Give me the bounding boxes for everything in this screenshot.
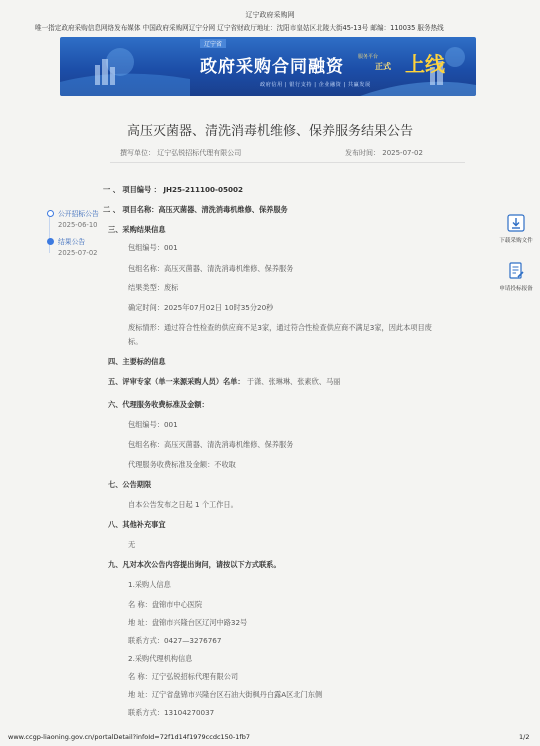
project-number: 一 、 项目编号 ： JH25-211100-05002 [103, 185, 243, 194]
result-package-name: 包组名称：高压灭菌器、清洗消毒机维修、保养服务 [128, 264, 294, 273]
project-name: 二 、 项目名称：高压灭菌器、清洗消毒机维修、保养服务 [103, 205, 288, 214]
publisher-meta [120, 148, 241, 158]
result-type: 结果类型：废标 [128, 283, 179, 292]
timeline-label: 公开招标公告 [58, 210, 99, 218]
site-name: 辽宁政府采购网 [245, 11, 295, 19]
agency-address: 地 址：辽宁省盘锦市兴隆台区石油大街枫丹白露A区北门东侧 [128, 690, 323, 699]
publish-date: 2025-07-02 [382, 149, 423, 157]
section-heading-contact: 九、凡对本次公告内容提出询问，请按以下方式联系。 [108, 560, 281, 569]
timeline-dot-active [47, 238, 54, 245]
section-heading-subject: 四、主要标的信息 [108, 357, 166, 366]
financing-banner[interactable] [60, 37, 476, 96]
section-heading-other: 八、其他补充事宜 [108, 520, 166, 529]
banner-online: 正式 [375, 62, 391, 71]
timeline-item-result[interactable] [58, 236, 98, 257]
download-label: 下载采购文件 [499, 238, 533, 244]
result-time: 确定时间：2025年07月02日 10时35分20秒 [128, 303, 274, 312]
publish-date-meta [345, 148, 423, 158]
experts-line [108, 377, 340, 387]
banner-title: 政府采购合同融资 [200, 57, 344, 77]
apply-label: 申请投标报备 [499, 286, 533, 292]
apply-filing-button[interactable] [496, 262, 536, 292]
fee-package-name: 包组名称：高压灭菌器、清洗消毒机维修、保养服务 [128, 440, 294, 449]
section-heading-fee: 六、代理服务收费标准及金额： [108, 400, 209, 409]
timeline-item-tender[interactable] [58, 208, 99, 229]
page-title: 高压灭菌器、清洗消毒机维修、保养服务结果公告 [126, 124, 413, 139]
section-heading-experts: 五、评审专家（单一来源采购人员）名单： [108, 377, 245, 386]
timeline-date: 2025-06-10 [58, 221, 98, 229]
result-reason: 废标情形：通过符合性检查的供应商不足3家，通过符合性检查供应商不满足3家，因此本项目废 [128, 323, 432, 332]
agency-heading: 2.采购代理机构信息 [128, 654, 193, 663]
result-reason-cont: 标。 [128, 337, 143, 346]
other-text: 无 [128, 540, 136, 549]
document-edit-icon [507, 262, 525, 280]
purchaser-name: 名 称：盘锦市中心医院 [128, 600, 203, 609]
date-label: 发布时间： [345, 149, 380, 157]
timeline-dot [47, 210, 54, 217]
site-info-line: 唯一指定政府采购信息网络发布媒体 中国政府采购网辽宁分网 辽宁省财政厅地址：沈阳市皇姑区北陵大街45-13号 邮编：110035 服务热线 [35, 24, 444, 32]
period-text: 自本公告发布之日起 1 个工作日。 [128, 500, 238, 509]
timeline-label: 结果公告 [58, 238, 86, 246]
agency-phone: 联系方式：13104270037 [128, 708, 215, 717]
banner-platform: 服务平台 [358, 54, 379, 60]
banner-shang: 上线 [405, 52, 445, 76]
section-heading-result: 三、采购结果信息 [108, 225, 166, 234]
timeline-date: 2025-07-02 [58, 249, 98, 257]
fee-standard: 代理服务收费标准及金额：不收取 [128, 460, 236, 469]
fee-package-number: 包组编号：001 [128, 420, 178, 429]
section-heading-period: 七、公告期限 [108, 480, 152, 489]
download-docs-button[interactable] [496, 214, 536, 244]
page-number: 1/2 [519, 733, 530, 741]
purchaser-address: 地 址：盘锦市兴隆台区辽河中路32号 [128, 618, 248, 627]
publisher-name: 辽宁弘锐招标代理有限公司 [157, 149, 242, 157]
banner-subtitle: 政府信用 | 银行支持 | 企业融资 | 共赢发展 [260, 82, 371, 88]
publisher-label: 撰写单位： [120, 149, 155, 157]
download-icon [507, 214, 525, 232]
timeline-line [49, 215, 50, 253]
purchaser-phone: 联系方式：0427—3276767 [128, 636, 222, 645]
title-divider [110, 162, 465, 163]
agency-name: 名 称：辽宁弘锐招标代理有限公司 [128, 672, 239, 681]
expert-names: 于潇、张琳琳、张素欣、马丽 [246, 377, 341, 386]
result-package-number: 包组编号：001 [128, 243, 178, 252]
banner-province-tag: 辽宁省 [200, 39, 226, 48]
purchaser-heading: 1.采购人信息 [128, 580, 171, 589]
page-url: www.ccgp-liaoning.gov.cn/portalDetail?infoId=72f1d14f1979ccdc150-1fb7 [8, 733, 250, 741]
